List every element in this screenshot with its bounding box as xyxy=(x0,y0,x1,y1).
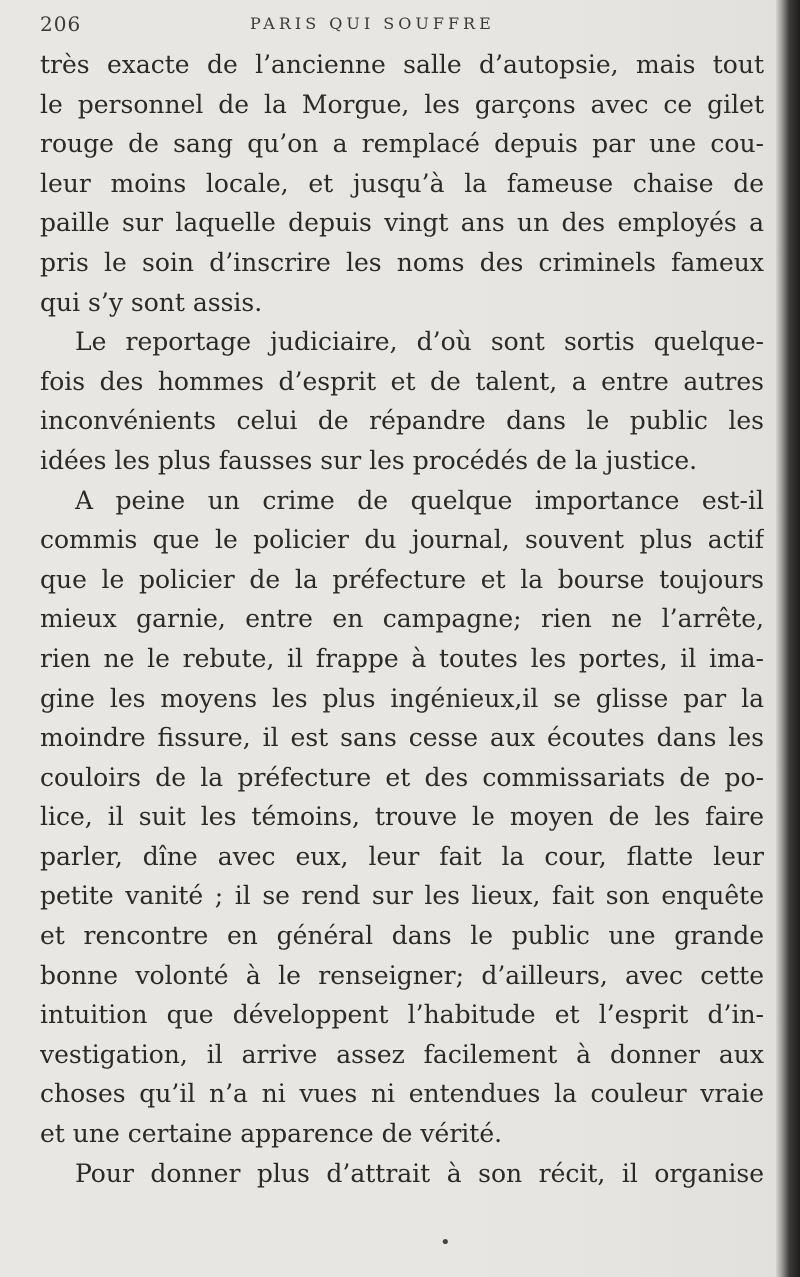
text-line: bonne volonté à le renseigner; d’ailleurs, avec cette xyxy=(40,960,764,990)
text-line: parler, dîne avec eux, leur fait la cour, flatte leur xyxy=(40,841,764,871)
text-line: rouge de sang qu’on a remplacé depuis par une cou- xyxy=(40,129,764,159)
body-text xyxy=(40,45,764,1193)
running-title: PARIS QUI SOUFFRE xyxy=(250,14,495,33)
page-header xyxy=(40,12,760,42)
text-line: rien ne le rebute, il frappe à toutes les portes, il ima- xyxy=(40,643,764,673)
text-line: et une certaine apparence de vérité. xyxy=(40,1119,503,1149)
text-line: qui s’y sont assis. xyxy=(40,287,263,317)
text-line: intuition que développent l’habitude et l’esprit d’in- xyxy=(40,1000,764,1030)
text-line: mieux garnie, entre en campagne; rien ne l’arrête, xyxy=(40,604,764,634)
text-line: Le reportage judiciaire, d’où sont sortis quelque- xyxy=(75,327,764,357)
page-number: 206 xyxy=(40,12,82,36)
text-line: idées les plus fausses sur les procédés de la justice. xyxy=(40,445,698,475)
text-line: choses qu’il n’a ni vues ni entendues la couleur vraie xyxy=(40,1079,764,1109)
text-line: inconvénients celui de répandre dans le public les xyxy=(40,406,764,436)
text-line: moindre fissure, il est sans cesse aux écoutes dans les xyxy=(40,723,764,753)
binding-edge xyxy=(776,0,800,1277)
text-line: leur moins locale, et jusqu’à la fameuse chaise de xyxy=(40,168,764,198)
text-line: vestigation, il arrive assez facilement à donner aux xyxy=(40,1039,764,1069)
footer-mark: • xyxy=(440,1232,451,1253)
text-line: le personnel de la Morgue, les garçons avec ce gilet xyxy=(40,89,764,119)
text-line: que le policier de la préfecture et la bourse toujours xyxy=(40,564,764,594)
text-line: et rencontre en général dans le public une grande xyxy=(40,921,764,951)
text-line: pris le soin d’inscrire les noms des criminels fameux xyxy=(40,247,764,277)
text-line: couloirs de la préfecture et des commissariats de po- xyxy=(40,762,764,792)
text-line: paille sur laquelle depuis vingt ans un des employés a xyxy=(40,208,764,238)
text-line: lice, il suit les témoins, trouve le moyen de les faire xyxy=(40,802,764,832)
text-line: très exacte de l’ancienne salle d’autopsie, mais tout xyxy=(40,50,764,79)
text-line: gine les moyens les plus ingénieux,il se glisse par la xyxy=(40,683,764,713)
text-line: commis que le policier du journal, souvent plus actif xyxy=(40,525,764,555)
text-line: A peine un crime de quelque importance est-il xyxy=(75,485,764,515)
text-line: Pour donner plus d’attrait à son récit, il organise xyxy=(75,1158,764,1188)
text-line: fois des hommes d’esprit et de talent, a entre autres xyxy=(40,366,764,396)
text-line: petite vanité ; il se rend sur les lieux, fait son enquête xyxy=(40,881,764,911)
